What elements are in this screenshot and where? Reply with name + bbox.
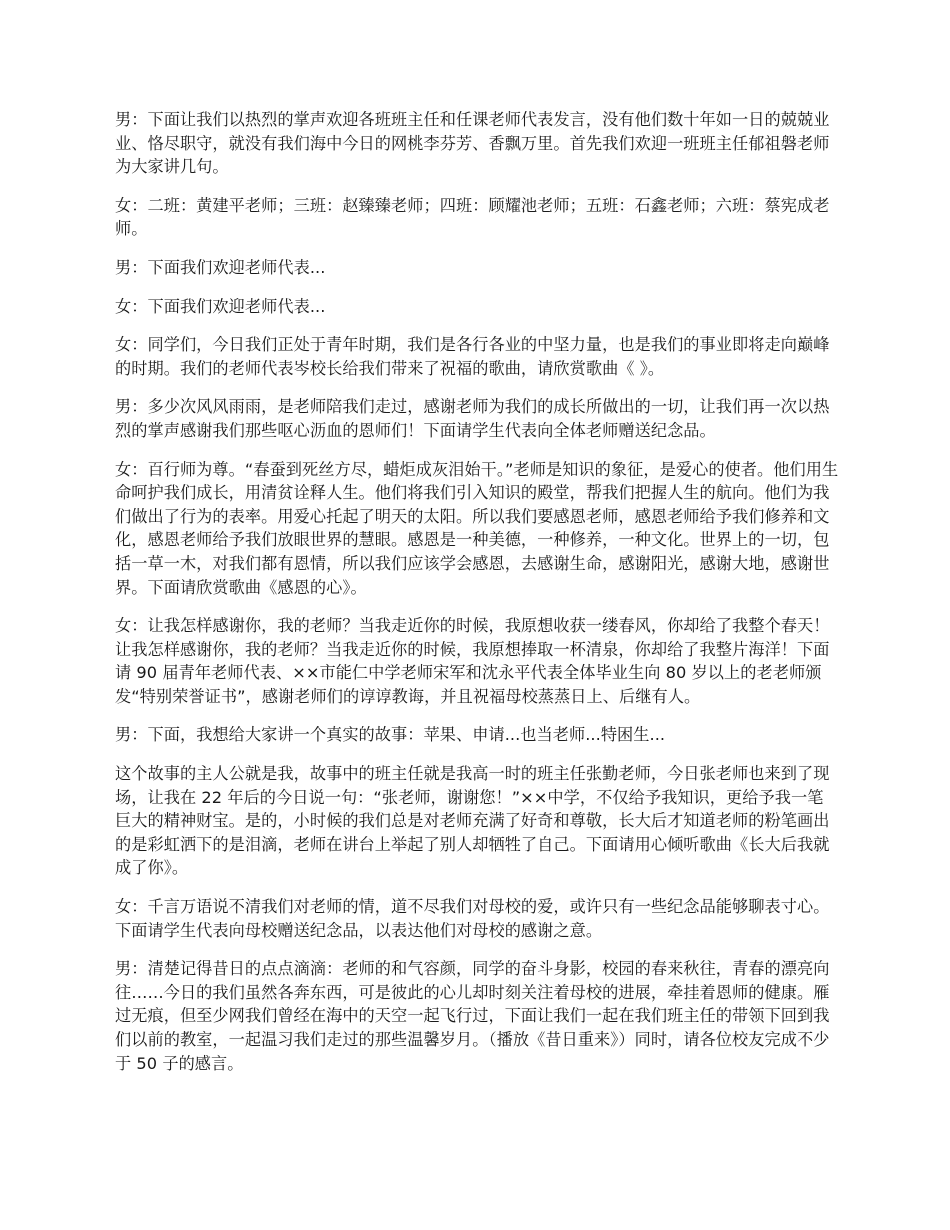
paragraph-1: 男：下面让我们以热烈的掌声欢迎各班班主任和任课老师代表发言，没有他们数十年如一日的兢兢业业、恪尽职守，就没有我们海中今日的网桃李芬芳、香飘万里。首先我们欢迎一班班主任郁祖磐老师为大家讲几句。 — [115, 110, 830, 177]
paragraph-9: 男：下面，我想给大家讲一个真实的故事：苹果、申请...也当老师...特困生... — [115, 725, 666, 745]
paragraph-4: 女：下面我们欢迎老师代表... — [115, 296, 326, 316]
paragraph-10: 这个故事的主人公就是我，故事中的班主任就是我高一时的班主任张勤老师，今日张老师也来到了现场，让我在 22 年后的今日说一句：“张老师，谢谢您！”××中学，不仅给予我知识，更给予我一笔巨大的精神财宝。是的，小时候的我们总是对老师充满了好奇和尊敬，长大后才知道老师的粉笔画出的是彩虹洒下的是泪滴，老师在讲台上举起了别人却牺牲了自己。下面请用心倾听歌曲《长大后我就成了你》。 — [115, 764, 830, 878]
paragraph-8: 女：让我怎样感谢你，我的老师？当我走近你的时候，我原想收获一缕春风，你却给了我整个春天！让我怎样感谢你，我的老师？当我走近你的时候，我原想捧取一杯清泉，你却给了我整片海洋！下面请 90 届青年老师代表、××市能仁中学老师宋军和沈永平代表全体毕业生向 80 岁以上的老老师颁发“特别荣誉证书”，感谢老师们的谆谆教诲，并且祝福母校蒸蒸日上、后继有人。 — [115, 616, 830, 706]
paragraph-12: 男：清楚记得昔日的点点滴滴：老师的和气容颜，同学的奋斗身影，校园的春来秋往，青春的漂亮向往……今日的我们虽然各奔东西，可是彼此的心儿却时刻关注着母校的进展，牵挂着恩师的健康。雁过无痕，但至少网我们曾经在海中的天空一起飞行过，下面让我们一起在我们班主任的带领下回到我们以前的教室，一起温习我们走过的那些温馨岁月。（播放《昔日重来》）同时，请各位校友完成不少于 50 子的感言。 — [115, 959, 830, 1073]
paragraph-6: 男：多少次风风雨雨，是老师陪我们走过，感谢老师为我们的成长所做出的一切，让我们再一次以热烈的掌声感谢我们那些呕心沥血的恩师们！下面请学生代表向全体老师赠送纪念品。 — [115, 397, 830, 440]
paragraph-3: 男：下面我们欢迎老师代表... — [115, 257, 326, 277]
document-body — [115, 108, 839, 1090]
paragraph-7: 女：百行师为尊。“春蚕到死丝方尽，蜡炬成灰泪始干。”老师是知识的象征，是爱心的使者。他们用生命呵护我们成长，用清贫诠释人生。他们将我们引入知识的殿堂，帮我们把握人生的航向。他们为我们做出了行为的表率。用爱心托起了明天的太阳。所以我们要感恩老师，感恩老师给予我们修养和文化，感恩老师给予我们放眼世界的慧眼。感恩是一种美德，一种修养，一种文化。世界上的一切，包括一草一木，对我们都有恩情，所以我们应该学会感恩，去感谢生命，感谢阳光，感谢大地，感谢世界。下面请欣赏歌曲《感恩的心》。 — [115, 459, 839, 597]
paragraph-2: 女：二班：黄建平老师；三班：赵臻臻老师；四班：顾耀池老师；五班：石鑫老师；六班：蔡宪成老师。 — [115, 195, 830, 239]
paragraph-5: 女：同学们，今日我们正处于青年时期，我们是各行各业的中坚力量，也是我们的事业即将走向巅峰的时期。我们的老师代表岑校长给我们带来了祝福的歌曲，请欣赏歌曲《 》。 — [115, 335, 830, 378]
paragraph-11: 女：千言万语说不清我们对老师的情，道不尽我们对母校的爱，或许只有一些纪念品能够聊表寸心。下面请学生代表向母校赠送纪念品，以表达他们对母校的感谢之意。 — [115, 897, 830, 940]
